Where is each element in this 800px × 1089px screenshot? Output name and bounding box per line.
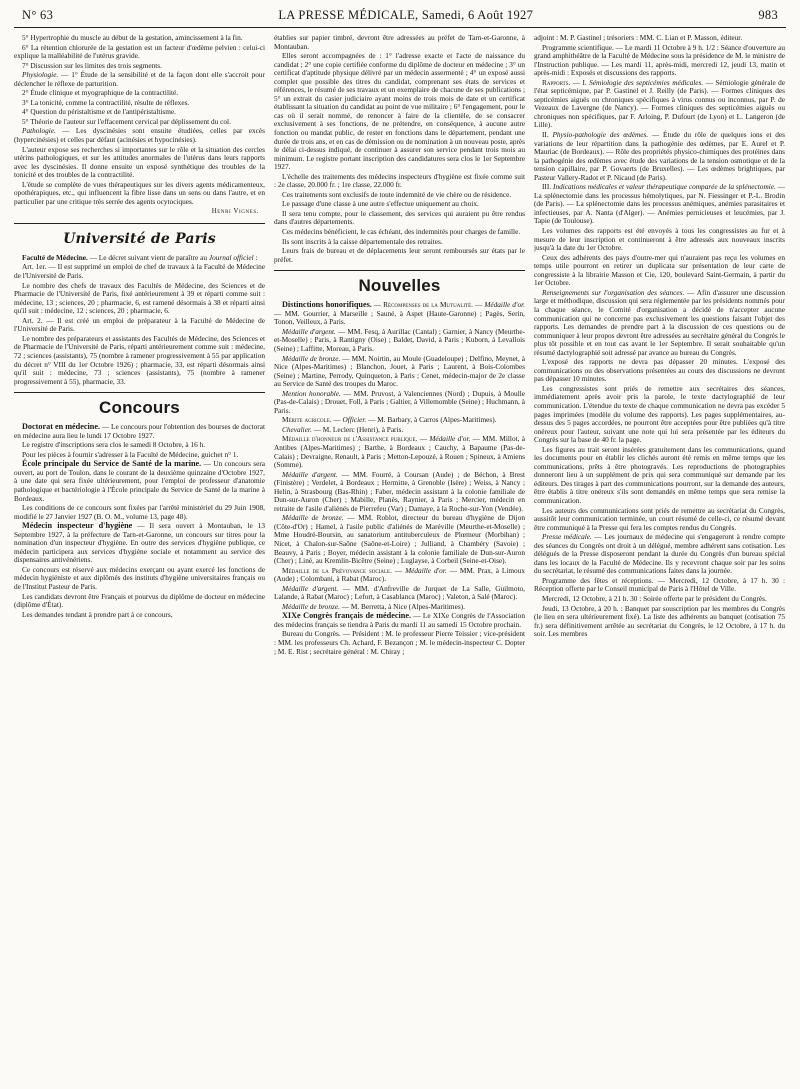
italic-label: Officier. — [342, 415, 367, 425]
text: — Sémiologie générale de l'état septicémique, par P. Gastinel et J. Reilly (de Paris). — Formes cliniques des septicémies aiguës ou chroniques spécifiques à virus connus ou inconnus, par P. de Vezeaux de Lavergne (de Nancy). — Formes cliniques des septicémies aiguës ou chroniques non spécifiques, par F. Arloing, P. Dufourt (de Lyon) et L. Langeron (de Lille). — [534, 77, 785, 130]
paragraph: Programme des fêtes et réceptions. — Mercredi, 12 Octobre, à 17 h. 30 : Réception offerte par le Conseil municipal de Paris à l'Hôtel de Ville. — [534, 575, 785, 594]
bold-label: Médecin inspecteur d'hygiène — [22, 521, 133, 531]
paragraph — [274, 355, 525, 389]
page-number: 983 — [758, 8, 778, 22]
page-header — [14, 8, 786, 28]
text: — MM. Prax, à Limoux (Aude) ; Colombani, à Rabat (Maroc). — [274, 565, 525, 584]
italic-label: Pathologie. — [22, 126, 56, 136]
paragraph — [14, 460, 265, 503]
paragraph: Les candidats devront être Français et pourvus du diplôme de docteur en médecine (diplôme d'État). — [14, 591, 265, 610]
italic-label: Médaille d'or. — [405, 565, 447, 575]
paragraph: Ces médecins bénéficient, le cas échéant, des indemnités pour charges de famille. — [282, 227, 521, 237]
section-title-nouvelles: Nouvelles — [358, 276, 441, 296]
paragraph — [534, 289, 785, 357]
text: Médaille de la Prévoyance sociale. — — [282, 565, 406, 575]
text: Rapports. — I. — [542, 77, 590, 87]
paragraph: L'étude se complète de vues thérapeutiques sur les divers agents médicamenteux, opothérapiques, etc., qui influencent la fibre lisse dans un sens ou dans l'autre, et en particulier par une critique très serrée des agents ocytociques. — [14, 179, 265, 206]
text: — M. Leclerc (Henri), à Paris. — [311, 424, 404, 434]
paragraph: Il sera tenu compte, pour le classement, des services qui auraient pu être rendus dans d'autres départements. — [274, 208, 525, 227]
paragraph — [274, 435, 525, 469]
text: — M. Berretta, à Nice (Alpes-Maritimes). — [339, 601, 465, 611]
text: III. — [542, 182, 554, 192]
paragraph: Bureau du Congrès. — Président : M. le professeur Pierre Teissier ; vice-président : MM. les professeurs Ch. Achard, F. Bezançon ; M. le médecin-inspecteur C. Dopter ; M. E. Rist ; secrétaire général : M. Chiray ; — [274, 629, 525, 656]
italic-label: Médaille de bronze. — [282, 513, 344, 523]
column-3 — [534, 34, 785, 1089]
text: — MM. Gourrier, à Marseille ; Sauné, à Aspet (Haute-Garonne) ; Pagès, Serin, Tonon, Veilleux, à Paris. — [274, 308, 525, 327]
paragraph: Ceux des adhérents des pays d'outre-mer qui n'auraient pas reçu les volumes en temps utile pourront en retirer un duplicata sur présentation de leur carte de congressiste à la librairie Masson et Cie, 120, boulevard Saint-Germain, à partir du 1er Octobre. — [534, 252, 785, 288]
paragraph: 6° La rétention chlorurée de la gestation est un facteur d'œdème pelvien : celui-ci explique la malléabilité de l'utérus gravide. — [14, 42, 265, 61]
paragraph: 4° Question du péristaltisme et de l'antipéristaltisme. — [22, 107, 176, 117]
paragraph — [274, 585, 525, 602]
paragraph: adjoint : M. P. Gastinel ; trésoriers : MM. C. Lian et P. Masson, éditeur. — [534, 34, 743, 42]
text: — MM. Noirtin, au Moule (Guadeloupe) ; Delfino, Meynet, à Nice (Alpes-Maritimes) ; Blanchon, Jouet, à Paris ; Laurent, à Bois-Colombes (Seine) ; Martine, Perrody, Quinqueton, à Paris ; Cenet, médecin-major de 2e classe au Service de Santé des troupes du Maroc. — [274, 353, 525, 389]
paragraph — [14, 127, 265, 144]
text: — Récompenses de la Mutualité. — — [371, 300, 485, 310]
paragraph — [14, 522, 265, 565]
italic-label: Médaille d'argent. — [282, 469, 338, 479]
italic-label: Médaille de bronze. — [282, 601, 340, 611]
paragraph: Les figures au trait seront insérées gratuitement dans les communications, quand les documents pour en établir les clichés auront été remis en même temps que les communications, prêts à être photogravés. Les reproductions de photographies donneront lieu à un supplément de prix qui sera communiqué sur demande par les éditeurs. Des tirages à part des communications pourront, sur la demande des auteurs, être établis à titre onéreux s'ils sont demandés en même temps que sera remise la communication. — [534, 444, 785, 505]
paragraph: Le registre d'inscriptions sera clos le samedi 8 Octobre, à 16 h. — [22, 440, 206, 450]
bold-label: XIXe Congrès français de médecine. — [282, 611, 411, 621]
masthead-title: LA PRESSE MÉDICALE, Samedi, 6 Août 1927 — [278, 8, 534, 22]
section-divider — [14, 392, 265, 393]
paragraph: L'échelle des traitements des médecins inspecteurs d'hygiène est fixée comme suit : 2e classe, 20.000 fr. ; 1re classe, 22.000 fr. — [274, 171, 525, 190]
text: Mérite agricole. — — [282, 415, 343, 425]
paragraph: 7° Discussion sur les limites des trois segments. — [22, 60, 162, 70]
paragraph: Les auteurs des communications sont priés de remettre au secrétariat du Congrès, aussitôt leur communication terminée, un court résumé de celle-ci, ce résumé devant être communiqué à la Presse qui fera les comptes rendus du Congrès. — [534, 505, 785, 532]
text: — Il sera ouvert à Montauban, le 13 Septembre 1927, à la préfecture de Tarn-et-Garonne, un concours sur titres pour la nomination d'un inspecteur d'hygiène. En outre des services d'hygiène publique, ce médecin participera aux services d'hygiène sociale et notamment au service des dispensaires antivénériens. — [14, 521, 265, 565]
paragraph: 5° Hypertrophie du muscle au début de la gestation, amincissement à la fin. — [22, 34, 243, 42]
columns — [14, 34, 786, 1089]
paragraph — [274, 390, 525, 416]
paragraph: Les volumes des rapports est été envoyés à tous les congressistes au fur et à mesure de leur inscription et continueront à être adressés aux nouveaux inscrits jusqu'à la date du 1er Octobre. — [534, 226, 785, 253]
issue-number: N° 63 — [22, 8, 54, 22]
paragraph — [274, 426, 525, 435]
text: — 1° Étude de la sensibilité et de la façon dont elle s'accroit pour déclencher le réflexe de parturition. — [14, 70, 265, 88]
text: — Les dyscinésies sont ensuite étudiées, celles par excès (hypercinésies) et celles par défaut (acinésies et hypocinésies). — [14, 126, 265, 145]
italic-label: Mention honorable. — [282, 388, 341, 398]
text: — Afin d'assurer une discussion large et méthodique, discussion qui sera réglementée par les présidents nommés pour la chaque séance, le Comité d'organisation a décidé de n'accepter aucune communication qui ne concerne pas exclusivement les questions faisant l'objet des rapports. Les demandes de prendre part à la discussion de ces questions ou de communiquer à leur propos devront être adressées au secrétaire général du Congrès le plus tôt possible et en tout cas avant le 1er Septembre. Il serait souhaitable qu'un résumé dactylographié soit adressé par avance au bureau du Congrès. — [534, 287, 785, 357]
text: — MM. Millot, à Antibes (Alpes-Maritimes) ; Barthe, à Bordeaux ; Cauchy, à Bapaume (Pas-de-Calais) ; Devraigne, Renault, à Paris ; Metton-Lepouzé, à Rouen ; Spineux, à Amiens (Somme). — [274, 434, 525, 470]
paragraph — [534, 533, 785, 576]
text: — Le XIXe Congrès de l'Association des médecins français se tiendra à Paris du mardi 11 au samedi 15 Octobre prochain. — [274, 611, 525, 629]
paragraph — [274, 567, 525, 584]
paragraph: Le nombre des chefs de travaux des Facultés de Médecine, des Sciences et de Pharmacie de l'Université de Paris, fixé antérieurement à 39 et réparti comme suit : médecine, 13 ; sciences, 20 ; pharmacie, 6, est ramené désormais à 38 et réparti ainsi qu'il suit : médecine, 12 ; sciences, 20 ; pharmacie, 6. — [14, 280, 265, 316]
paragraph: Les demandes tendant à prendre part à ce concours, — [22, 609, 173, 619]
column-2 — [274, 34, 525, 1089]
text: — MM. Fourré, à Coursan (Aude) ; de Béchon, à Brest (Finistère) ; Verdelet, à Bordeaux ; Hermitte, à Grenoble (Isère) ; Weiss, à Nancy ; Helin, à Strasbourg (Bas-Rhin) ; Faber, médecin assistant à la colonie familiale de Dun-sur-Auron (Cher) ; Mabille, Planès, Raynier, à Paris ; Mercier, médecin en retraite de l'asile d'aliénés de Pierrefeu (Var) ; Damaye, à la Roche-sur-Yon (Vendée). — [274, 469, 525, 513]
paragraph: Ce concours est réservé aux médecins exerçant ou ayant exercé les fonctions de médecin hygiéniste et aux diplômés des instituts d'hygiène universitaires français ou de l'Institut Pasteur de Paris. — [14, 564, 265, 591]
italic-label: Médaille de bronze. — [282, 353, 341, 363]
italic-label: Indications médicales et valeur thérapeutique comparée de la splénectomie. — [553, 182, 776, 192]
paragraph — [274, 328, 525, 354]
text: — Le concours pour l'obtention des bourses de doctorat en médecine aura lieu le lundi 17 Octobre 1927. — [14, 422, 265, 440]
paragraph — [14, 423, 265, 440]
text: — M. Barbary, à Carros (Alpes-Maritimes). — [366, 415, 497, 425]
italic-label: Médaille d'argent. — [282, 326, 336, 336]
text: — Un concours sera ouvert, au port de Toulon, dans le courant de la deuxième quinzaine d'Octobre 1927, à une date qui sera fixée ultérieurement, pour l'emploi de professeur d'anatomie pathologique et bactériologie à l'École principale du Service de Santé de la marine à Bordeaux. — [14, 459, 265, 503]
text: : — [253, 252, 258, 262]
paragraph — [274, 416, 525, 425]
paragraph — [534, 183, 785, 226]
italic-label: Physiologie. — [22, 70, 59, 80]
paragraph: Art. 1er. — Il est supprimé un emploi de chef de travaux à la Faculté de Médecine de l'Université de Paris. — [14, 262, 265, 281]
paragraph: Leurs frais de bureau et de déplacements leur seront remboursés sur états par le préfet. — [274, 246, 525, 264]
paragraph: Le passage d'une classe à une autre s'effectue uniquement au choix. — [282, 199, 479, 209]
text: — Les journaux de médecine qui s'engageront à rendre compte des séances du Congrès ont droit à un délégué, membre adhérent sans cotisation. Les délégués de la Presse disposeront pendant la durée du Congrès d'un bureau spécial dans les locaux de la Faculté de Médecine. Ils y recevront chaque soir par les soins du secrétariat, le résumé des communications faites dans la journée. — [534, 532, 785, 576]
italic-label: Sémiologie des septicémies médicales. — [589, 77, 704, 87]
paragraph — [274, 301, 525, 327]
paragraph — [14, 254, 265, 263]
paragraph: L'auteur expose ses recherches si importantes sur le rôle et la situation des cercles utérins pathologiques, et sur les attitudes anormales de l'utérus dans leurs rapports avec les dyscinésies. Il donne ensuite un exposé synthétique des troubles de la tonicité et des troubles de la contractilité. — [14, 144, 265, 180]
bold-label: Distinctions honorifiques. — [282, 300, 372, 310]
italic-label: Médaille d'or. — [429, 434, 471, 444]
paragraph: Elles seront accompagnées de : 1° l'adresse exacte et l'acte de naissance du candidat ; 2° une copie certifiée conforme du diplôme de docteur en médecine ; 3° un certificat d'aptitude physique délivré par un médecin assermenté ; 4° un exposé aussi complet que possible des titres du candidat, comprenant ses états de services et références, le résumé de ses travaux et un exemplaire de chacune de ses publications ; 5° un extrait du casier judiciaire ayant moins de trois mois de date et un certificat établissant la situation du candidat au point de vue militaire ; 6° l'engagement, pour le cas où il serait nommé, de renoncer à faire de la clientèle, de se consacrer exclusivement à ses fonctions, de ne prétendre, en conséquence, à aucune autre fonction ou mandat public, de rester en fonctions dans le département, pendant une durée de trois ans, et en cas de démission ou de nomination à un nouveau poste, après le délai ci-dessus indiqué, de continuer à assurer son service pendant trois mois au minimum. Le registre portant inscription des candidatures sera clos le 1er Septembre 1927. — [274, 51, 525, 172]
paragraph: Les conditions de ce concours sont fixées par l'arrêté ministériel du 29 Juin 1908, modifié le 27 Janvier 1927 (B. O. M., volume 13, page 48). — [14, 503, 265, 521]
text: — Étude du rôle de quelques ions et des variations de leur répartition dans la pathogénie des œdèmes, par E. Aurel et P. Mauriac (de Bordeaux). — Rôle des propriétés physico-chimiques des protéines dans la pathogénie des œdèmes avec étude des variations de la tension osmotique et de la tension capillaire, par P. Govaerts (de Bruxelles). — Les œdèmes brightiques, par Pasteur Vallery-Radot et P. Nicaud (de Paris). — [534, 130, 785, 182]
paragraph: Jeudi, 13 Octobre, à 20 h. : Banquet par souscription par les membres du Congrès (le lieu en sera ultérieurement fixé). La liste des adhérents au banquet (cotisation 75 fr.) sera définitivement arrêtée au secrétariat du Congrès, le 12 Octobre, à 17 h. du soir. Les membres — [534, 603, 785, 639]
paragraph: Le nombre des préparateurs et assistants des Facultés de Médecine, des Sciences et de Pharmacie de l'Université de Paris, réparti antérieurement comme suit : médecine, 72 ; sciences (assistants), 75 (nombre à ramener progressivement à 55 par application du décret n° VIII du 1er Octobre 1926) ; pharmacie, 33, est réparti désormais ainsi qu'il suit : médecine, 73 ; sciences (assistants), 75 (nombre à ramener progressivement à 55), pharmacie, 33. — [14, 333, 265, 386]
section-divider — [14, 223, 265, 224]
bold-label: Faculté de Médecine. — [22, 252, 88, 262]
paragraph — [14, 71, 265, 88]
italic-label: Presse médicale. — [542, 532, 592, 542]
italic-label: Médaille d'or. — [484, 300, 525, 310]
paragraph: Programme scientifique. — Le mardi 11 Octobre à 9 h. 1/2 : Séance d'ouverture au grand amphithéâtre de la Faculté de Médecine sous la présidence de M. le ministre de l'Instruction publique. — Les mardi 11, après-midi, mercredi 12, jeudi 13, matin et après-midi : Exposés et discussions des rapports. — [534, 42, 785, 78]
paragraph: établies sur papier timbré, devront être adressées au préfet de Tarn-et-Garonne, à Montauban. — [274, 34, 525, 51]
text: — MM. Fesq, à Aurillac (Cantal) ; Garnier, à Nancy (Meurthe-et-Moselle) ; Paris, à Rantigny (Oise) ; Baldet, David, à Paris ; Kuborn, à Levallois (Seine) ; Laffitte, Moreau, à Paris. — [274, 326, 525, 353]
paragraph: 5° Théorie de l'auteur sur l'effacement cervical par déplissement du col. — [22, 116, 231, 126]
paragraph: Ils sont inscrits à la caisse départementale des retraites. — [282, 236, 443, 246]
paragraph: Les congressistes sont priés de remettre aux secrétaires des séances, immédiatement après avoir pris la parole, le texte dactylographié de leur communication. L'étendue du texte de chaque communication ne devra pas excéder 5 pages imprimées (modèle du volume des rapports). Les pages supplémentaires, au-dessus des 5 pages accordées, ne pourront être acceptées pour être publiées qu'à titre onéreux pour l'auteur, suivant une note qui lui sera présentée par les éditeurs du Congrès sur la base de 40 fr. la page. — [534, 383, 785, 445]
text: — MM. d'Anfreville de Jurquet de La Salle, Guilmoto, Lalande, à Rabat (Maroc) ; Lefort, à Casablanca (Maroc) ; Valeton, à Salé (Maroc). — [274, 583, 525, 602]
italic-label: Médaille d'argent. — [282, 583, 339, 593]
section-title-universite: Université de Paris — [63, 230, 216, 247]
paragraph: Mercredi, 12 Octobre, à 21 h. 30 : Soirée offerte par le président du Congrès. — [542, 594, 767, 603]
paragraph — [274, 603, 525, 612]
text: — La splénectomie dans les processus hémolytiques, par N. Fiessinger et P.-L. Brodin (de Paris). — La splénectomie dans les processus anémiques, anémies parasitaires et infectieuses, par A. Nanta (d'Alger). — Anémies pernicieuses et leucémies, par J. Tapie (de Toulouse). — [534, 182, 785, 226]
column-1 — [14, 34, 265, 1089]
paragraph — [274, 514, 525, 565]
section-divider — [274, 270, 525, 271]
italic-text: Journal officiel — [208, 252, 254, 262]
paragraph: Art. 2. — Il est créé un emploi de préparateur à la Faculté de Médecine de l'Université de Paris. — [14, 315, 265, 334]
paragraph — [274, 612, 525, 629]
text: Médaille d'honneur de l'Assistance publique. — — [282, 434, 430, 444]
paragraph — [534, 79, 785, 130]
text: — MM. Roblot, directeur du bureau d'hygiène de Dijon (Côte-d'Or) ; Hamel, à l'asile public d'aliénés de Maréville (Meurthe-et-Moselle) ; Mme Houdré-Boursin, au sanatorium antituberculeux de Plœmeur (Morbihan) ; Nicet, à Chalon-sur-Saône (Saône-et-Loire) ; Julliand, à Chambéry (Savoie) ; Beauvy, à Paris ; Boyer, médecin assistant à la colonie familiale de Dun-sur-Auron (Cher) ; Liné, au Kremlin-Bicêtre (Seine) ; Luglayse, à Corbeil (Seine-et-Oise). — [274, 513, 525, 566]
paragraph: Pour les pièces à fournir s'adresser à la Faculté de Médecine, guichet n° 1. — [22, 449, 239, 459]
paragraph — [274, 471, 525, 514]
paragraph: L'exposé des rapports ne devra pas dépasser 20 minutes. L'exposé des communications ou des observations présentées au cours des discussions ne devront pas dépasser 10 minutes. — [534, 357, 785, 384]
text: — Le décret suivant vient de paraître au — [87, 252, 209, 262]
paragraph: 2° Étude clinique et myographique de la contractilité. — [22, 88, 179, 98]
paragraph: 3° La tonicité, comme la contractilité, résulte de réflexes. — [22, 97, 190, 107]
italic-label: Chevalier. — [282, 424, 312, 434]
bold-label: École principale du Service de Santé de la marine. — [22, 459, 202, 469]
paragraph: Ces traitements sont exclusifs de toute indemnité de vie chère ou de résidence. — [282, 189, 512, 199]
text: — MM. Pruvost, à Valenciennes (Nord) ; Dupuis, à Moulle (Pas-de-Calais) ; Drouet, Foll, à Paris ; Galtier, à Villemomble (Seine) ; Huchmann, à Paris. — [274, 388, 525, 415]
text: II. — [542, 130, 553, 140]
section-title-concours: Concours — [99, 398, 180, 418]
bold-label: Doctorat en médecine. — [22, 422, 101, 432]
author-signature: Henri Vignes. — [211, 208, 259, 216]
italic-label: Physio-pathologie des œdèmes. — [552, 130, 649, 140]
italic-label: Renseignements sur l'organisation des séances. — [542, 287, 685, 297]
paragraph — [534, 131, 785, 182]
